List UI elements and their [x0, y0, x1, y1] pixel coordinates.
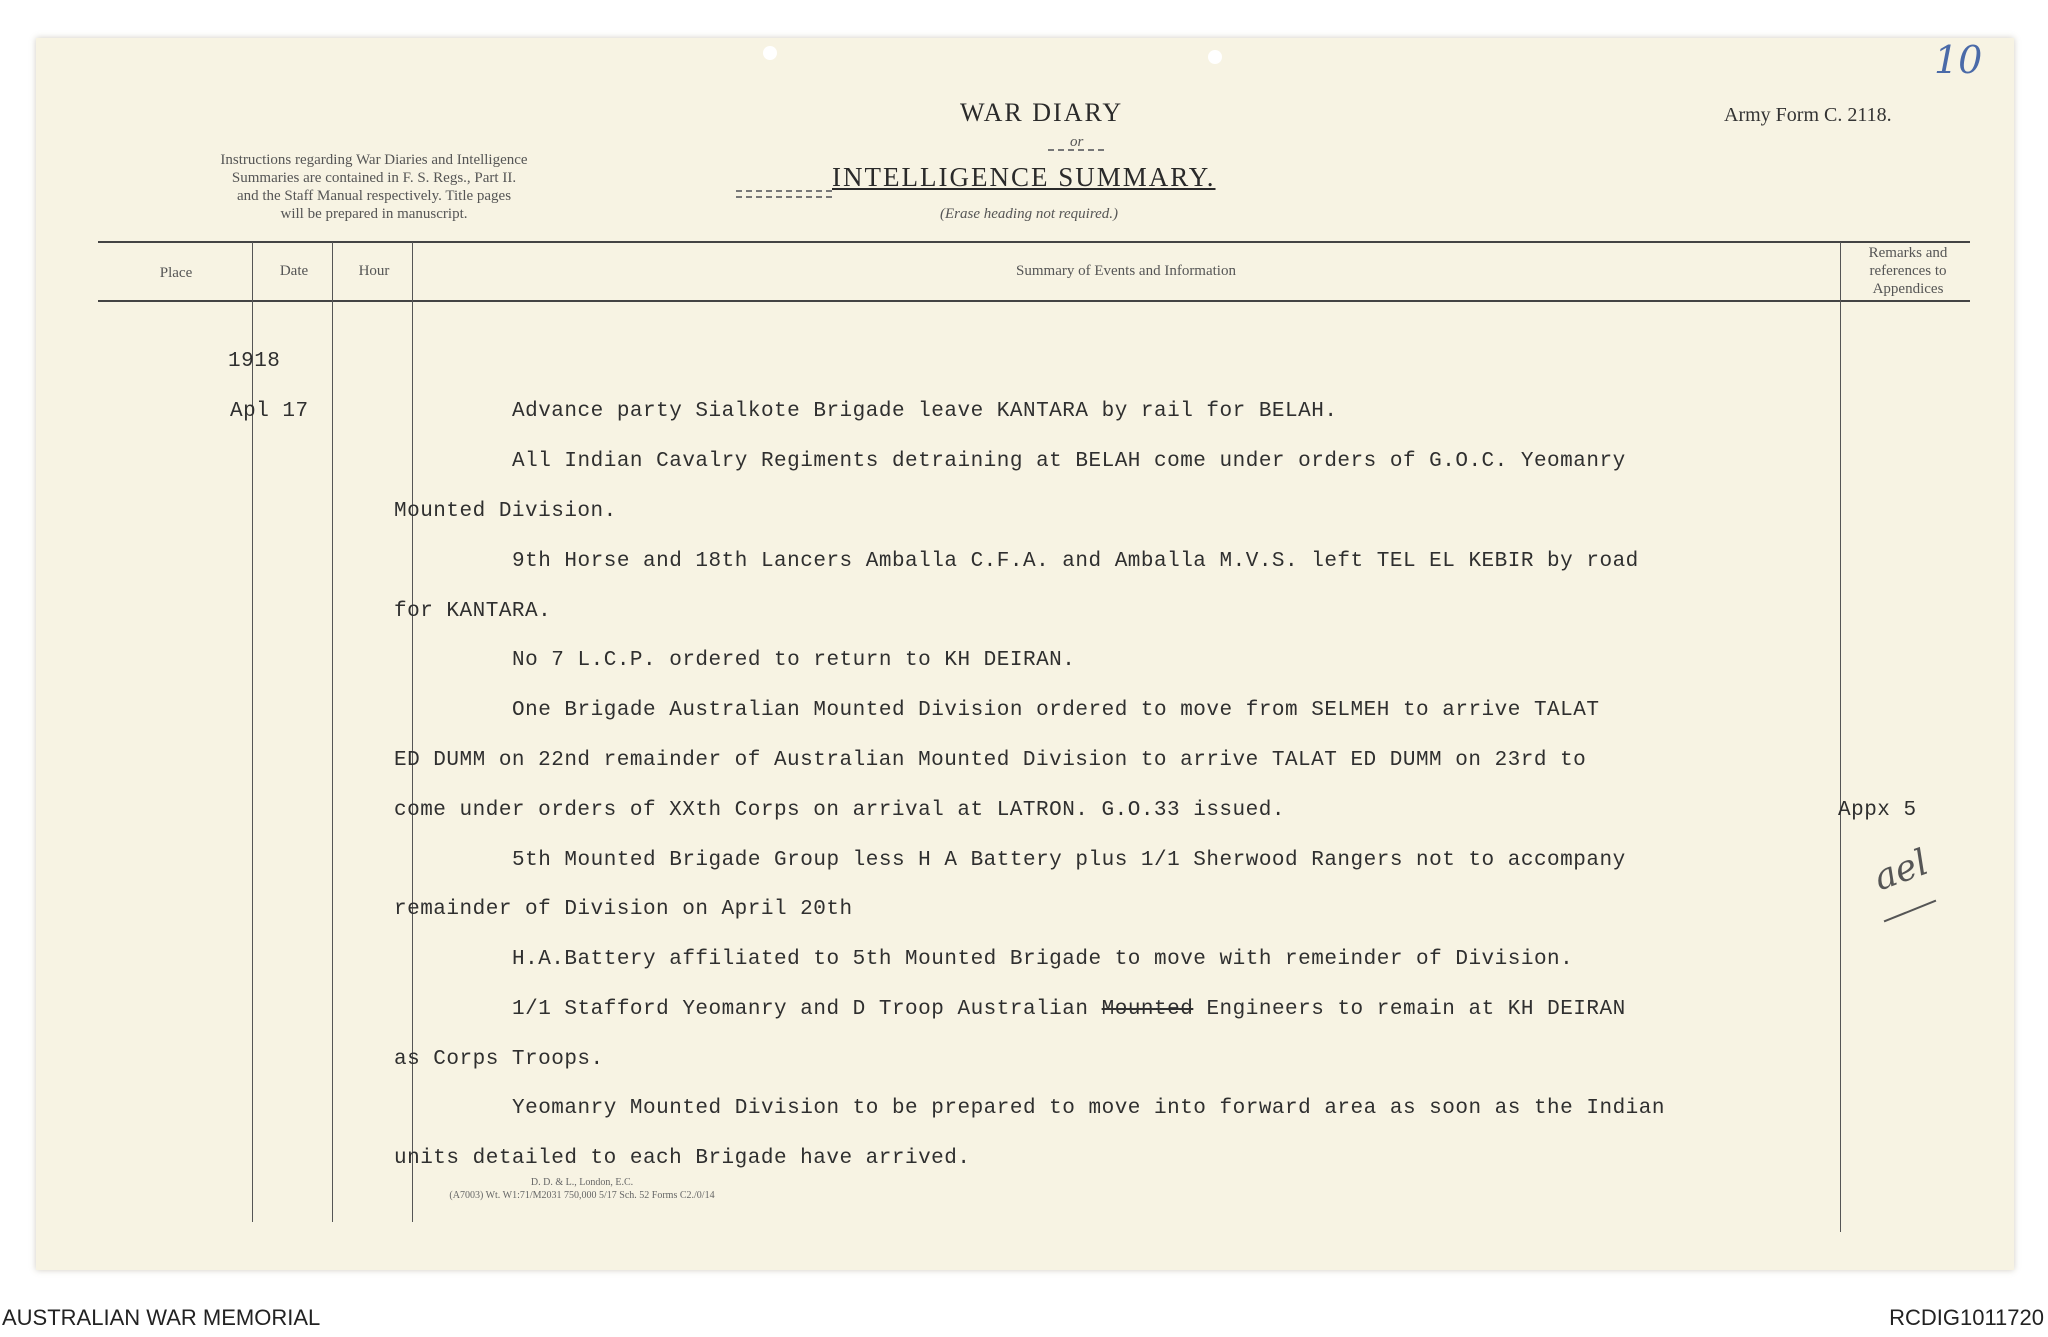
page-title: WAR DIARY [960, 98, 1124, 127]
column-header-place: Place [159, 265, 193, 281]
event-line [512, 998, 1626, 1021]
handwritten-initials: ael [1868, 841, 1934, 900]
event-line: Mounted Division. [394, 500, 617, 523]
erase-note: (Erase heading not required.) [940, 206, 1119, 222]
army-form-number: Army Form C. 2118. [1724, 104, 1892, 126]
folio-number: 10 [1934, 38, 1983, 82]
event-line: as Corps Troops. [394, 1048, 604, 1071]
event-line: H.A.Battery affiliated to 5th Mounted Brigade to move with remeinder of Division. [512, 948, 1574, 971]
event-line-part: 1/1 Stafford Yeomanry and D Troop Australian [512, 998, 1089, 1021]
event-line: come under orders of XXth Corps on arrival at LATRON. G.O.33 issued. [394, 799, 1285, 822]
event-line: units detailed to each Brigade have arrived. [394, 1147, 971, 1170]
punch-hole [763, 46, 777, 60]
event-line: Advance party Sialkote Brigade leave KANTARA by rail for BELAH. [512, 400, 1338, 423]
appendix-reference: Appx 5 [1838, 799, 1917, 822]
column-divider-date [332, 242, 333, 1222]
table-header-rule [98, 300, 1970, 302]
remarks-header-line: Remarks and [1868, 245, 1948, 261]
instructions-line: Instructions regarding War Diaries and Intelligence [220, 152, 528, 168]
table-top-rule [98, 241, 1970, 243]
event-line: All Indian Cavalry Regiments detraining at BELAH come under orders of G.O.C. Yeomanry [512, 450, 1626, 473]
column-header-hour: Hour [358, 263, 390, 279]
event-line: 9th Horse and 18th Lancers Amballa C.F.A. and Amballa M.V.S. left TEL EL KEBIR by road [512, 550, 1639, 573]
footer-record-id: RCDIG1011720 [1889, 1305, 2044, 1330]
event-line: Yeomanry Mounted Division to be prepared to move into forward area as soon as the Indian [512, 1097, 1665, 1120]
instructions-note [144, 151, 604, 223]
instructions-line: and the Staff Manual respectively. Title pages [236, 188, 512, 204]
event-line: No 7 L.C.P. ordered to return to KH DEIRAN. [512, 649, 1076, 672]
instructions-line: will be prepared in manuscript. [280, 206, 468, 222]
printer-line: (A7003) Wt. W1:71/M2031 750,000 5/17 Sch. 52 Forms C2./0/14 [449, 1190, 715, 1201]
remarks-header-line: references to [1869, 263, 1947, 279]
erase-dashes [736, 196, 832, 198]
column-header-summary: Summary of Events and Information [1016, 263, 1236, 279]
punch-hole [1208, 50, 1222, 64]
column-divider-hour [412, 242, 413, 1222]
page-subtitle: INTELLIGENCE SUMMARY. [832, 162, 1216, 192]
remarks-header-line: Appendices [1872, 281, 1944, 297]
initials-underline [1884, 900, 1937, 923]
event-line-part: Engineers to remain at KH DEIRAN [1206, 998, 1626, 1021]
event-line: for KANTARA. [394, 600, 552, 623]
footer-institution: AUSTRALIAN WAR MEMORIAL [2, 1305, 321, 1330]
printer-imprint [422, 1176, 742, 1202]
column-header-remarks [1850, 244, 1966, 298]
event-line: ED DUMM on 22nd remainder of Australian Mounted Division to arrive TALAT ED DUMM on 23rd to [394, 749, 1587, 772]
erase-dashes [1048, 149, 1104, 151]
column-header-date: Date [279, 263, 309, 279]
erase-dashes [736, 190, 832, 192]
entry-year: 1918 [228, 350, 281, 373]
printer-line: D. D. & L., London, E.C. [530, 1177, 634, 1188]
column-divider-place [252, 242, 253, 1222]
title-or: or [1070, 134, 1084, 150]
struck-word: Mounted [1101, 998, 1194, 1021]
event-line: remainder of Division on April 20th [394, 898, 853, 921]
event-line: One Brigade Australian Mounted Division ordered to move from SELMEH to arrive TALAT [512, 699, 1600, 722]
column-divider-remarks [1840, 242, 1841, 1232]
entry-date: Apl 17 [230, 400, 309, 423]
event-line: 5th Mounted Brigade Group less H A Battery plus 1/1 Sherwood Rangers not to accompany [512, 849, 1626, 872]
instructions-line: Summaries are contained in F. S. Regs., Part II. [231, 170, 517, 186]
diary-sheet [36, 38, 2014, 1270]
